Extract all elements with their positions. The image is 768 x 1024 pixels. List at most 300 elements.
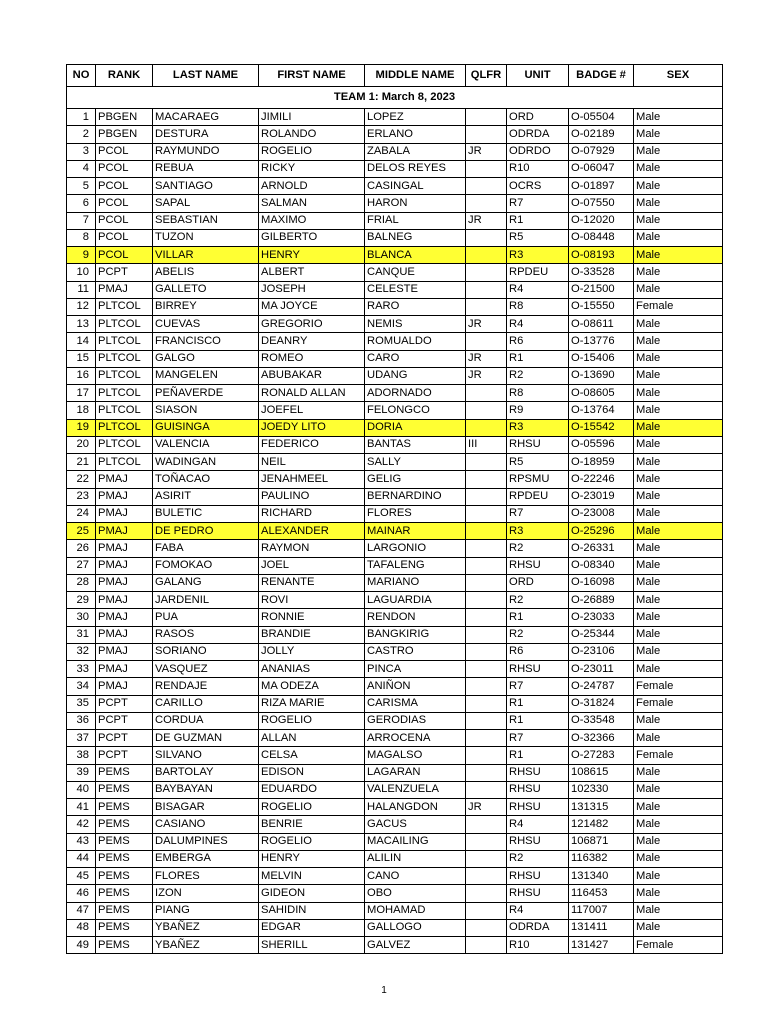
cell-last-name: FRANCISCO <box>153 333 259 350</box>
cell-first-name: BENRIE <box>259 816 365 833</box>
cell-badge: O-08605 <box>569 385 634 402</box>
cell-unit: R3 <box>507 523 569 540</box>
cell-rank: PCPT <box>96 695 153 712</box>
table-row <box>67 643 723 660</box>
cell-badge: O-01897 <box>569 178 634 195</box>
cell-no: 49 <box>67 937 96 954</box>
cell-sex: Male <box>634 316 723 333</box>
cell-last-name: ABELIS <box>153 264 259 281</box>
table-row <box>67 143 723 160</box>
cell-sex: Female <box>634 937 723 954</box>
cell-unit: RHSU <box>507 799 569 816</box>
cell-qlfr <box>466 126 507 143</box>
cell-badge: O-27283 <box>569 747 634 764</box>
cell-badge: O-24787 <box>569 678 634 695</box>
cell-rank: PLTCOL <box>96 436 153 453</box>
cell-qlfr <box>466 454 507 471</box>
cell-badge: O-13776 <box>569 333 634 350</box>
cell-sex: Female <box>634 678 723 695</box>
cell-rank: PEMS <box>96 781 153 798</box>
cell-middle-name: VALENZUELA <box>365 781 466 798</box>
cell-rank: PCOL <box>96 212 153 229</box>
table-row <box>67 799 723 816</box>
cell-first-name: BRANDIE <box>259 626 365 643</box>
cell-badge: 117007 <box>569 902 634 919</box>
cell-no: 30 <box>67 609 96 626</box>
cell-first-name: EDISON <box>259 764 365 781</box>
cell-badge: O-23106 <box>569 643 634 660</box>
cell-no: 37 <box>67 730 96 747</box>
cell-no: 47 <box>67 902 96 919</box>
cell-no: 8 <box>67 229 96 246</box>
cell-no: 21 <box>67 454 96 471</box>
cell-no: 6 <box>67 195 96 212</box>
cell-middle-name: ALILIN <box>365 850 466 867</box>
cell-qlfr: JR <box>466 316 507 333</box>
cell-rank: PEMS <box>96 919 153 936</box>
cell-badge: O-25296 <box>569 523 634 540</box>
cell-badge: 121482 <box>569 816 634 833</box>
cell-badge: 131411 <box>569 919 634 936</box>
table-row <box>67 316 723 333</box>
cell-sex: Male <box>634 799 723 816</box>
cell-middle-name: BERNARDINO <box>365 488 466 505</box>
cell-first-name: ROVI <box>259 592 365 609</box>
cell-first-name: JOLLY <box>259 643 365 660</box>
cell-rank: PMAJ <box>96 505 153 522</box>
cell-qlfr: JR <box>466 143 507 160</box>
cell-first-name: RENANTE <box>259 574 365 591</box>
cell-qlfr <box>466 505 507 522</box>
cell-sex: Male <box>634 781 723 798</box>
cell-badge: O-12020 <box>569 212 634 229</box>
cell-middle-name: RENDON <box>365 609 466 626</box>
cell-qlfr <box>466 643 507 660</box>
cell-last-name: YBAÑEZ <box>153 937 259 954</box>
cell-rank: PMAJ <box>96 609 153 626</box>
cell-qlfr <box>466 281 507 298</box>
cell-rank: PEMS <box>96 833 153 850</box>
cell-last-name: CUEVAS <box>153 316 259 333</box>
cell-first-name: JOEFEL <box>259 402 365 419</box>
cell-rank: PEMS <box>96 868 153 885</box>
cell-no: 33 <box>67 661 96 678</box>
cell-last-name: VASQUEZ <box>153 661 259 678</box>
cell-sex: Male <box>634 333 723 350</box>
cell-sex: Male <box>634 419 723 436</box>
cell-sex: Male <box>634 471 723 488</box>
cell-no: 35 <box>67 695 96 712</box>
cell-last-name: FLORES <box>153 868 259 885</box>
cell-qlfr <box>466 850 507 867</box>
cell-qlfr <box>466 661 507 678</box>
cell-first-name: ROGELIO <box>259 712 365 729</box>
cell-unit: R1 <box>507 350 569 367</box>
header-no: NO <box>67 65 96 87</box>
cell-no: 36 <box>67 712 96 729</box>
cell-last-name: SILVANO <box>153 747 259 764</box>
cell-rank: PCOL <box>96 160 153 177</box>
cell-qlfr <box>466 402 507 419</box>
cell-rank: PEMS <box>96 850 153 867</box>
cell-unit: R2 <box>507 367 569 384</box>
cell-badge: O-15550 <box>569 298 634 315</box>
cell-middle-name: BANGKIRIG <box>365 626 466 643</box>
cell-rank: PLTCOL <box>96 419 153 436</box>
cell-first-name: RIZA MARIE <box>259 695 365 712</box>
cell-first-name: EDGAR <box>259 919 365 936</box>
cell-last-name: TOÑACAO <box>153 471 259 488</box>
cell-unit: R6 <box>507 643 569 660</box>
cell-last-name: SANTIAGO <box>153 178 259 195</box>
cell-last-name: PEÑAVERDE <box>153 385 259 402</box>
cell-middle-name: CASTRO <box>365 643 466 660</box>
cell-unit: R4 <box>507 316 569 333</box>
cell-sex: Male <box>634 592 723 609</box>
cell-middle-name: LOPEZ <box>365 109 466 126</box>
cell-rank: PMAJ <box>96 540 153 557</box>
cell-sex: Female <box>634 747 723 764</box>
cell-rank: PLTCOL <box>96 350 153 367</box>
cell-middle-name: CELESTE <box>365 281 466 298</box>
cell-last-name: DALUMPINES <box>153 833 259 850</box>
table-row <box>67 454 723 471</box>
cell-unit: R7 <box>507 678 569 695</box>
cell-no: 23 <box>67 488 96 505</box>
cell-qlfr <box>466 488 507 505</box>
cell-badge: O-08448 <box>569 229 634 246</box>
cell-unit: R8 <box>507 385 569 402</box>
cell-first-name: MELVIN <box>259 868 365 885</box>
cell-no: 19 <box>67 419 96 436</box>
cell-last-name: GALANG <box>153 574 259 591</box>
table-row <box>67 937 723 954</box>
cell-no: 7 <box>67 212 96 229</box>
cell-middle-name: MARIANO <box>365 574 466 591</box>
cell-sex: Female <box>634 695 723 712</box>
cell-badge: O-23033 <box>569 609 634 626</box>
cell-qlfr <box>466 937 507 954</box>
table-row <box>67 488 723 505</box>
cell-first-name: SAHIDIN <box>259 902 365 919</box>
cell-badge: O-26889 <box>569 592 634 609</box>
cell-first-name: DEANRY <box>259 333 365 350</box>
cell-last-name: SORIANO <box>153 643 259 660</box>
cell-rank: PCOL <box>96 195 153 212</box>
cell-unit: R3 <box>507 247 569 264</box>
cell-rank: PCOL <box>96 178 153 195</box>
cell-unit: ORD <box>507 574 569 591</box>
cell-qlfr <box>466 264 507 281</box>
cell-last-name: PUA <box>153 609 259 626</box>
cell-qlfr <box>466 333 507 350</box>
table-row <box>67 471 723 488</box>
cell-qlfr <box>466 574 507 591</box>
cell-unit: R10 <box>507 937 569 954</box>
cell-sex: Male <box>634 540 723 557</box>
cell-sex: Male <box>634 850 723 867</box>
team-heading: TEAM 1: March 8, 2023 <box>67 87 723 109</box>
cell-rank: PCOL <box>96 143 153 160</box>
table-row <box>67 523 723 540</box>
table-row <box>67 868 723 885</box>
cell-rank: PEMS <box>96 937 153 954</box>
cell-sex: Male <box>634 643 723 660</box>
cell-no: 43 <box>67 833 96 850</box>
cell-unit: R7 <box>507 730 569 747</box>
cell-middle-name: FLORES <box>365 505 466 522</box>
cell-middle-name: FRIAL <box>365 212 466 229</box>
cell-middle-name: GERODIAS <box>365 712 466 729</box>
cell-badge: 131340 <box>569 868 634 885</box>
cell-unit: R7 <box>507 505 569 522</box>
cell-rank: PEMS <box>96 764 153 781</box>
header-middle-name: MIDDLE NAME <box>365 65 466 87</box>
cell-unit: R2 <box>507 540 569 557</box>
cell-no: 31 <box>67 626 96 643</box>
cell-last-name: JARDENIL <box>153 592 259 609</box>
table-row <box>67 109 723 126</box>
cell-first-name: ANANIAS <box>259 661 365 678</box>
cell-middle-name: DORIA <box>365 419 466 436</box>
cell-last-name: GUISINGA <box>153 419 259 436</box>
cell-no: 28 <box>67 574 96 591</box>
personnel-roster-table <box>66 64 723 954</box>
header-sex: SEX <box>634 65 723 87</box>
cell-rank: PLTCOL <box>96 385 153 402</box>
cell-middle-name: LARGONIO <box>365 540 466 557</box>
table-row <box>67 592 723 609</box>
cell-sex: Male <box>634 885 723 902</box>
table-row <box>67 850 723 867</box>
cell-sex: Male <box>634 436 723 453</box>
cell-rank: PBGEN <box>96 109 153 126</box>
cell-last-name: CORDUA <box>153 712 259 729</box>
cell-badge: O-22246 <box>569 471 634 488</box>
cell-last-name: DE GUZMAN <box>153 730 259 747</box>
cell-unit: ORD <box>507 109 569 126</box>
cell-qlfr <box>466 626 507 643</box>
cell-last-name: DE PEDRO <box>153 523 259 540</box>
cell-sex: Male <box>634 385 723 402</box>
cell-rank: PMAJ <box>96 626 153 643</box>
cell-badge: O-16098 <box>569 574 634 591</box>
cell-first-name: SHERILL <box>259 937 365 954</box>
cell-badge: 108615 <box>569 764 634 781</box>
cell-middle-name: ADORNADO <box>365 385 466 402</box>
cell-last-name: MANGELEN <box>153 367 259 384</box>
cell-no: 16 <box>67 367 96 384</box>
cell-unit: R1 <box>507 747 569 764</box>
cell-badge: O-07550 <box>569 195 634 212</box>
cell-no: 22 <box>67 471 96 488</box>
cell-badge: O-15406 <box>569 350 634 367</box>
cell-qlfr <box>466 540 507 557</box>
table-row <box>67 419 723 436</box>
cell-unit: RHSU <box>507 885 569 902</box>
cell-sex: Male <box>634 919 723 936</box>
cell-first-name: RICHARD <box>259 505 365 522</box>
cell-last-name: FOMOKAO <box>153 557 259 574</box>
cell-rank: PMAJ <box>96 643 153 660</box>
cell-first-name: JOEL <box>259 557 365 574</box>
cell-middle-name: BALNEG <box>365 229 466 246</box>
cell-no: 14 <box>67 333 96 350</box>
header-badge: BADGE # <box>569 65 634 87</box>
cell-middle-name: CARISMA <box>365 695 466 712</box>
cell-sex: Male <box>634 868 723 885</box>
cell-no: 15 <box>67 350 96 367</box>
cell-rank: PCPT <box>96 712 153 729</box>
cell-rank: PMAJ <box>96 592 153 609</box>
cell-middle-name: HARON <box>365 195 466 212</box>
cell-last-name: TUZON <box>153 229 259 246</box>
cell-unit: RPDEU <box>507 488 569 505</box>
cell-qlfr <box>466 178 507 195</box>
cell-rank: PMAJ <box>96 661 153 678</box>
table-row <box>67 350 723 367</box>
header-unit: UNIT <box>507 65 569 87</box>
cell-qlfr <box>466 695 507 712</box>
cell-sex: Male <box>634 523 723 540</box>
cell-first-name: ABUBAKAR <box>259 367 365 384</box>
cell-sex: Male <box>634 126 723 143</box>
cell-unit: R6 <box>507 333 569 350</box>
cell-rank: PMAJ <box>96 281 153 298</box>
cell-first-name: HENRY <box>259 850 365 867</box>
cell-no: 25 <box>67 523 96 540</box>
cell-qlfr <box>466 919 507 936</box>
cell-first-name: ROLANDO <box>259 126 365 143</box>
cell-unit: R3 <box>507 419 569 436</box>
cell-rank: PMAJ <box>96 557 153 574</box>
cell-no: 45 <box>67 868 96 885</box>
cell-rank: PMAJ <box>96 471 153 488</box>
cell-rank: PMAJ <box>96 523 153 540</box>
cell-first-name: FEDERICO <box>259 436 365 453</box>
cell-unit: RHSU <box>507 833 569 850</box>
cell-first-name: ROGELIO <box>259 143 365 160</box>
table-row <box>67 281 723 298</box>
header-rank: RANK <box>96 65 153 87</box>
cell-first-name: CELSA <box>259 747 365 764</box>
cell-rank: PMAJ <box>96 574 153 591</box>
cell-rank: PLTCOL <box>96 402 153 419</box>
cell-first-name: PAULINO <box>259 488 365 505</box>
cell-first-name: MA ODEZA <box>259 678 365 695</box>
cell-unit: RHSU <box>507 661 569 678</box>
cell-last-name: RENDAJE <box>153 678 259 695</box>
cell-first-name: RONALD ALLAN <box>259 385 365 402</box>
cell-no: 32 <box>67 643 96 660</box>
table-row <box>67 367 723 384</box>
cell-badge: O-08340 <box>569 557 634 574</box>
cell-sex: Male <box>634 609 723 626</box>
table-row <box>67 609 723 626</box>
cell-first-name: RICKY <box>259 160 365 177</box>
cell-last-name: IZON <box>153 885 259 902</box>
table-row <box>67 333 723 350</box>
cell-badge: O-31824 <box>569 695 634 712</box>
cell-sex: Male <box>634 195 723 212</box>
cell-sex: Male <box>634 281 723 298</box>
cell-middle-name: ANIÑON <box>365 678 466 695</box>
cell-qlfr <box>466 885 507 902</box>
table-row <box>67 229 723 246</box>
cell-sex: Male <box>634 178 723 195</box>
cell-badge: O-33548 <box>569 712 634 729</box>
cell-middle-name: CASINGAL <box>365 178 466 195</box>
cell-qlfr <box>466 592 507 609</box>
cell-no: 44 <box>67 850 96 867</box>
cell-badge: O-25344 <box>569 626 634 643</box>
cell-middle-name: GACUS <box>365 816 466 833</box>
cell-sex: Male <box>634 712 723 729</box>
team-heading-row <box>67 87 723 109</box>
cell-unit: R4 <box>507 902 569 919</box>
cell-sex: Male <box>634 264 723 281</box>
cell-unit: R1 <box>507 212 569 229</box>
cell-unit: R2 <box>507 592 569 609</box>
cell-badge: O-23008 <box>569 505 634 522</box>
table-row <box>67 160 723 177</box>
cell-badge: O-05596 <box>569 436 634 453</box>
cell-sex: Male <box>634 143 723 160</box>
table-row <box>67 298 723 315</box>
cell-sex: Male <box>634 109 723 126</box>
table-row <box>67 764 723 781</box>
cell-qlfr <box>466 747 507 764</box>
cell-badge: O-05504 <box>569 109 634 126</box>
table-row <box>67 902 723 919</box>
cell-first-name: JOSEPH <box>259 281 365 298</box>
cell-unit: R5 <box>507 454 569 471</box>
cell-last-name: SEBASTIAN <box>153 212 259 229</box>
cell-qlfr: JR <box>466 350 507 367</box>
cell-middle-name: CANO <box>365 868 466 885</box>
table-row <box>67 195 723 212</box>
cell-no: 4 <box>67 160 96 177</box>
cell-no: 1 <box>67 109 96 126</box>
cell-unit: R4 <box>507 816 569 833</box>
cell-sex: Male <box>634 557 723 574</box>
table-row <box>67 712 723 729</box>
cell-no: 26 <box>67 540 96 557</box>
cell-first-name: GILBERTO <box>259 229 365 246</box>
cell-unit: RHSU <box>507 557 569 574</box>
cell-last-name: RASOS <box>153 626 259 643</box>
cell-badge: 131315 <box>569 799 634 816</box>
cell-qlfr <box>466 764 507 781</box>
cell-unit: ODRDO <box>507 143 569 160</box>
table-row <box>67 557 723 574</box>
cell-sex: Male <box>634 764 723 781</box>
cell-qlfr: JR <box>466 367 507 384</box>
cell-qlfr <box>466 833 507 850</box>
cell-last-name: ASIRIT <box>153 488 259 505</box>
cell-middle-name: GALLOGO <box>365 919 466 936</box>
cell-badge: O-15542 <box>569 419 634 436</box>
cell-no: 5 <box>67 178 96 195</box>
cell-unit: RHSU <box>507 764 569 781</box>
cell-unit: R1 <box>507 695 569 712</box>
table-row <box>67 730 723 747</box>
cell-badge: O-23019 <box>569 488 634 505</box>
cell-rank: PLTCOL <box>96 454 153 471</box>
cell-last-name: BAYBAYAN <box>153 781 259 798</box>
cell-last-name: REBUA <box>153 160 259 177</box>
cell-sex: Male <box>634 229 723 246</box>
